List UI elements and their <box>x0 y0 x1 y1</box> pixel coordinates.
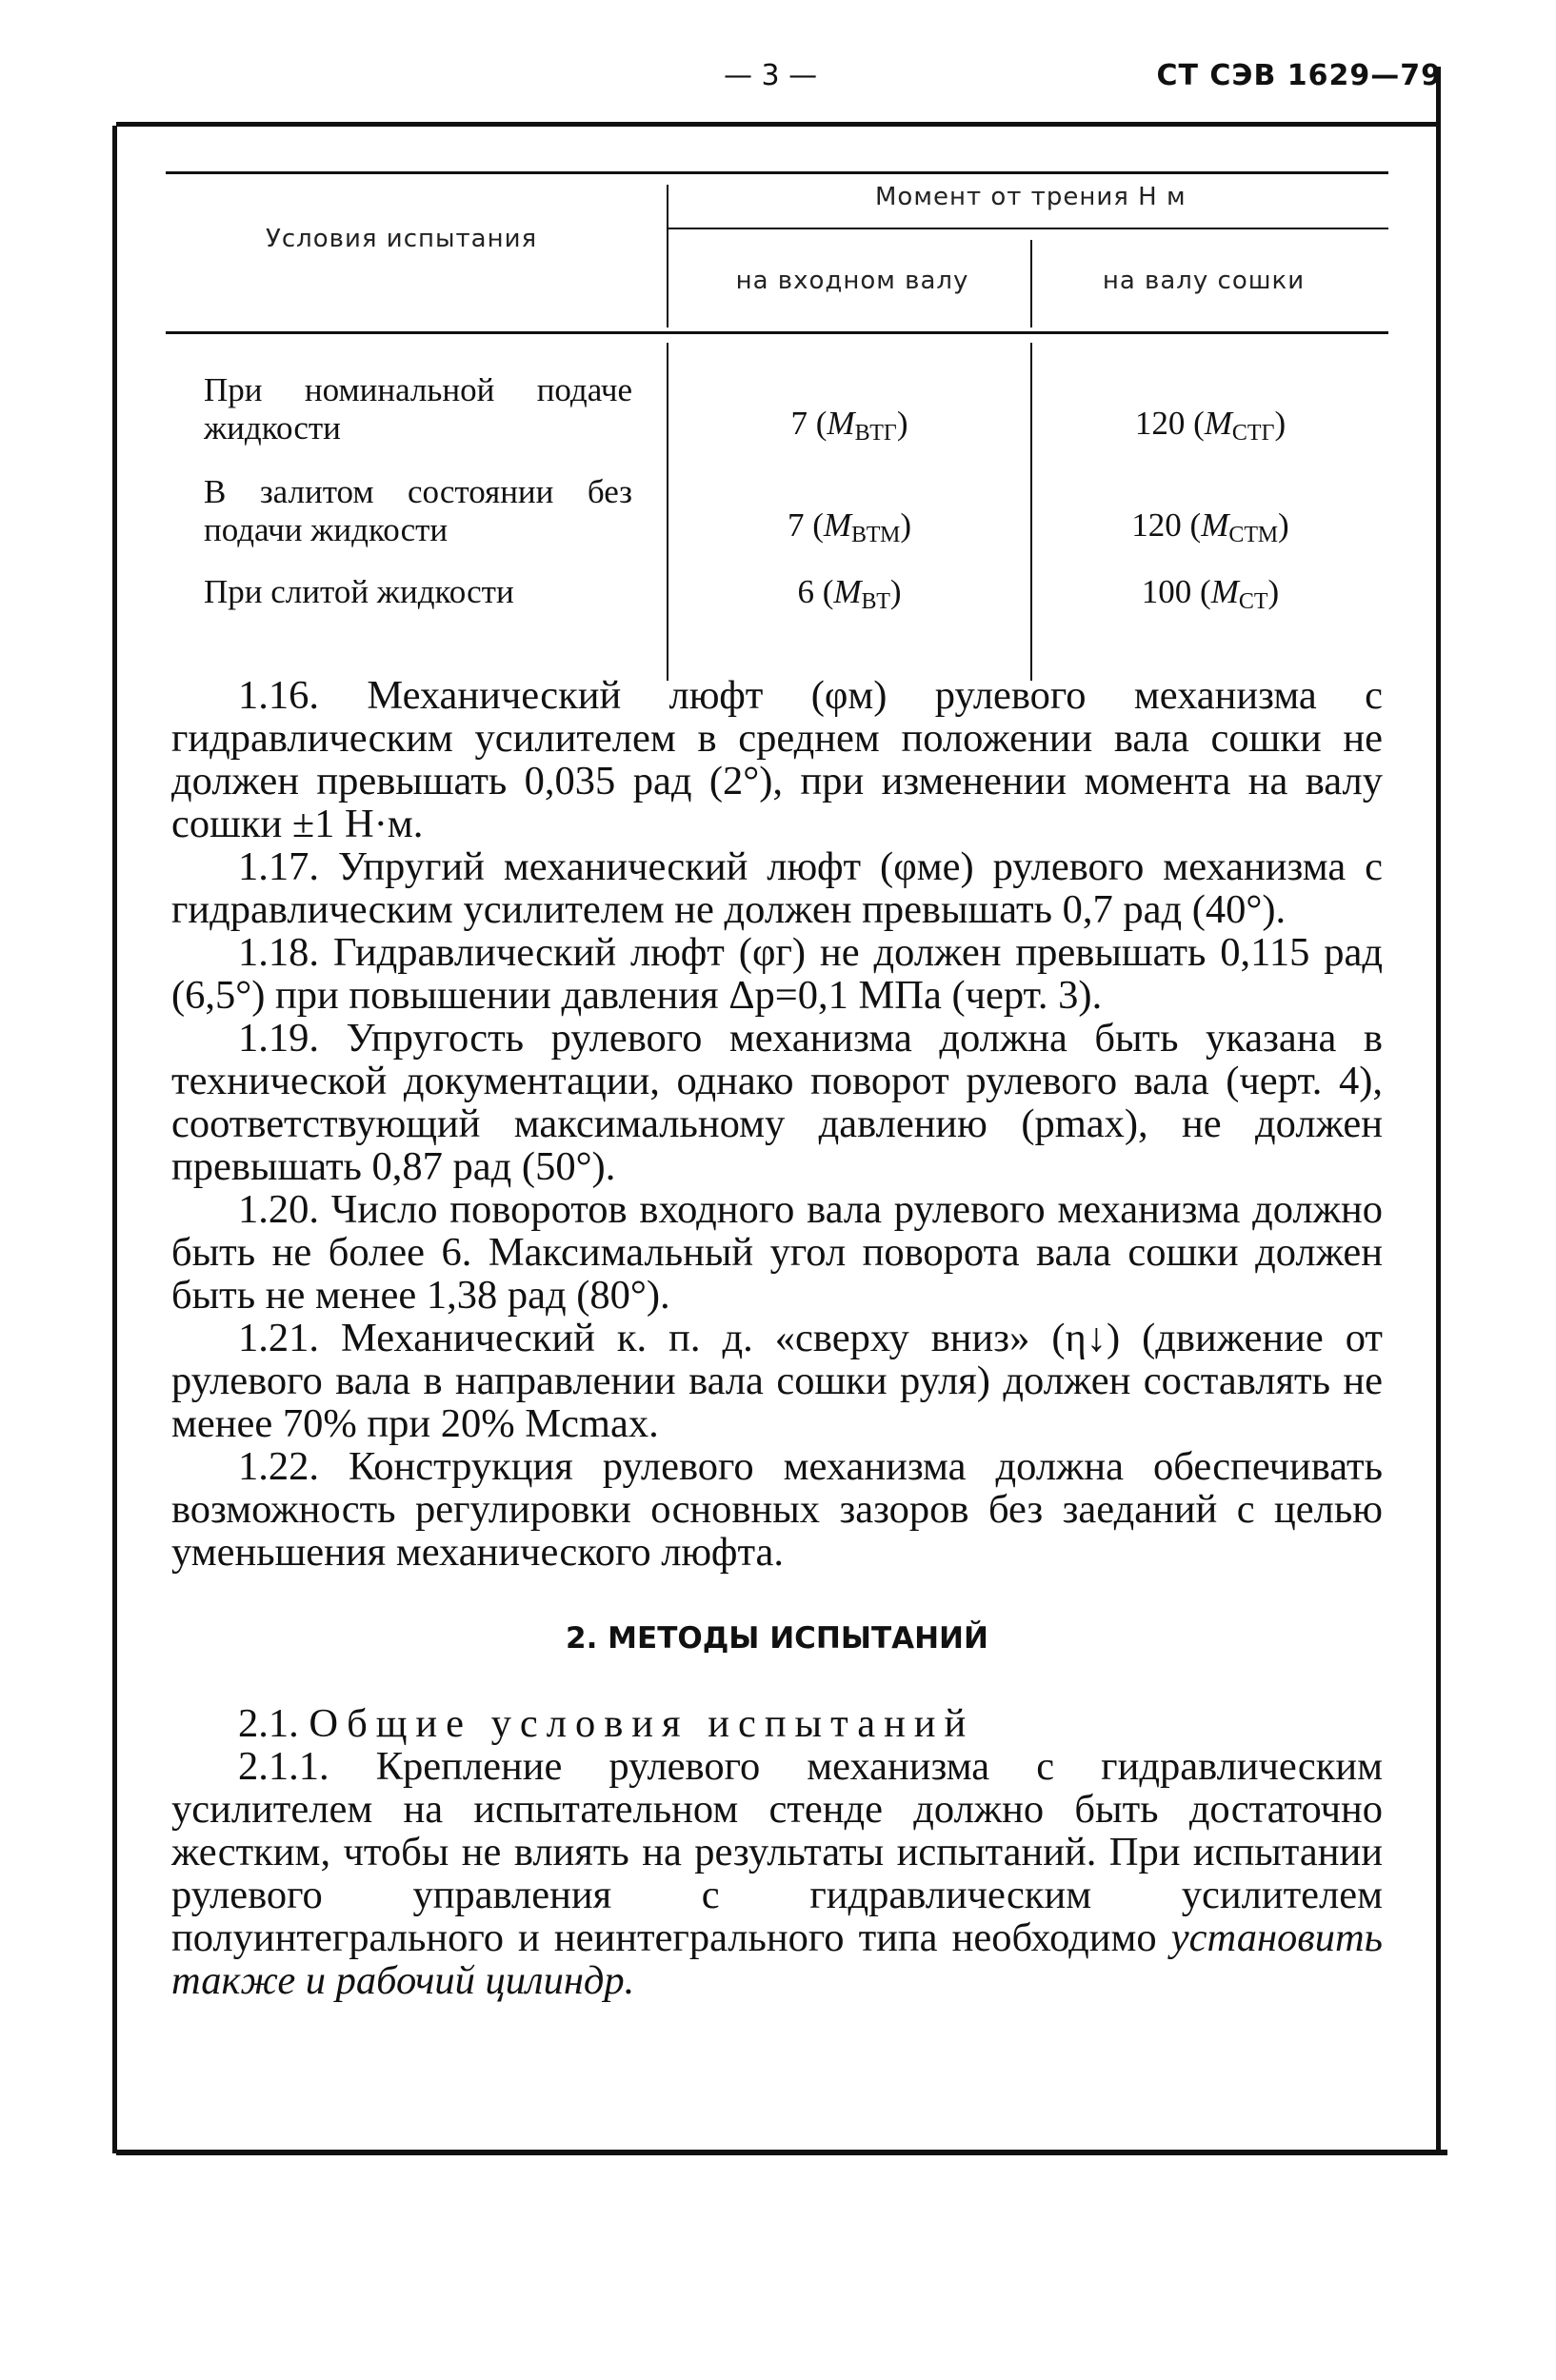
page-number: — 3 — <box>724 59 818 92</box>
standard-designation: СТ СЭВ 1629—79 <box>1156 59 1442 92</box>
friction-torque-table <box>166 171 1388 681</box>
table-row-shaft-value: 120 $(М_{СТМ})$ <box>1131 506 1289 547</box>
paragraph-2-1-1-text: 2.1.1. Крепление рулевого механизма с гидравлическим усилителем на испытательном стенде должно быть достаточно жестким, чтобы не влиять на результаты испытаний. При испытании рулевого управления с гидравлическим усилителем полуинтегрального и неинтегрального типа необходимо <box>171 1744 1383 1960</box>
subsection-2-1-title: Общие условия испытаний <box>309 1701 975 1746</box>
table-row-shaft-value: 120 $(М_{СТГ})$ <box>1134 405 1287 446</box>
paragraph-1-19: 1.19. Упругость рулевого механизма должна быть указана в технической документации, однако поворот рулевого вала (черт. 4), соответствующий максимальному давлению (pmax), не должен превышать 0,87 рад (50°). <box>171 1016 1383 1189</box>
paragraph-1-18: 1.18. Гидравлический люфт (φг) не должен превышать 0,115 рад (6,5°) при повышении давления Δp=0,1 МПа (черт. 3). <box>171 930 1383 1018</box>
subsection-2-1-number: 2.1. <box>238 1701 299 1746</box>
paragraph-1-20: 1.20. Число поворотов входного вала рулевого механизма должно быть не более 6. Максимальный угол поворота вала сошки должен быть не менее 1,38 рад (80°). <box>171 1187 1383 1318</box>
table-row-shaft-value: 100 $(М_{СТ})$ <box>1141 573 1280 614</box>
paragraph-2-1-1 <box>171 1745 1383 2002</box>
subsection-2-1 <box>171 1702 1383 1745</box>
table-row-input-value: 7 $(М_{ВТГ})$ <box>790 405 908 446</box>
paragraph-1-16: 1.16. Механический люфт (φм) рулевого механизма с гидравлическим усилителем в среднем положении вала сошки не должен превышать 0,035 рад (2°), при изменении момента на валу сошки ±1 Н·м. <box>171 673 1383 846</box>
frame-top-rule <box>116 122 1438 127</box>
frame-bottom-rule <box>116 2150 1447 2155</box>
body-text <box>171 674 1383 2002</box>
header-input-shaft: на входном валу <box>735 267 969 295</box>
paragraph-1-22: 1.22. Конструкция рулевого механизма должна обеспечивать возможность регулировки основных зазоров без заеданий с целью уменьшения механического люфта. <box>171 1444 1383 1575</box>
table-row-input-value: 7 $(М_{ВТМ})$ <box>787 506 912 547</box>
frame-right-rule <box>1436 67 1441 2153</box>
paragraph-1-17: 1.17. Упругий механический люфт (φме) рулевого механизма с гидравлическим усилителем не должен превышать 0,7 рад (40°). <box>171 844 1383 932</box>
paragraph-2-1-1-italic: установить также и рабочий цилиндр. <box>171 1915 1384 2003</box>
table-row-condition: В залитом состоянии без подачи жидкости <box>204 473 632 548</box>
paragraph-1-21: 1.21. Механический к. п. д. «сверху вниз» (η↓) (движение от рулевого вала в направлении вала сошки руля) должен составлять не менее 70% при 20% Мсmax. <box>171 1316 1383 1446</box>
table-row-input-value: 6 $(М_{ВТ})$ <box>797 573 902 614</box>
table-row-condition: При номинальной подаче жидкости <box>204 371 632 446</box>
table-col-rule-1 <box>667 185 668 327</box>
section-heading-2: 2. МЕТОДЫ ИСПЫТАНИЙ <box>566 1621 988 1656</box>
frame-left-rule <box>112 126 117 2153</box>
header-friction-moment: Момент от трения Н м <box>875 183 1187 211</box>
header-conditions: Условия испытания <box>266 225 538 253</box>
table-header-rule <box>166 331 1388 334</box>
table-col-rule-2 <box>1030 240 1032 327</box>
table-row-condition: При слитой жидкости <box>204 573 514 610</box>
header-sector-shaft: на валу сошки <box>1102 267 1306 295</box>
table-top-rule <box>166 171 1388 174</box>
table-group-rule <box>668 228 1388 229</box>
